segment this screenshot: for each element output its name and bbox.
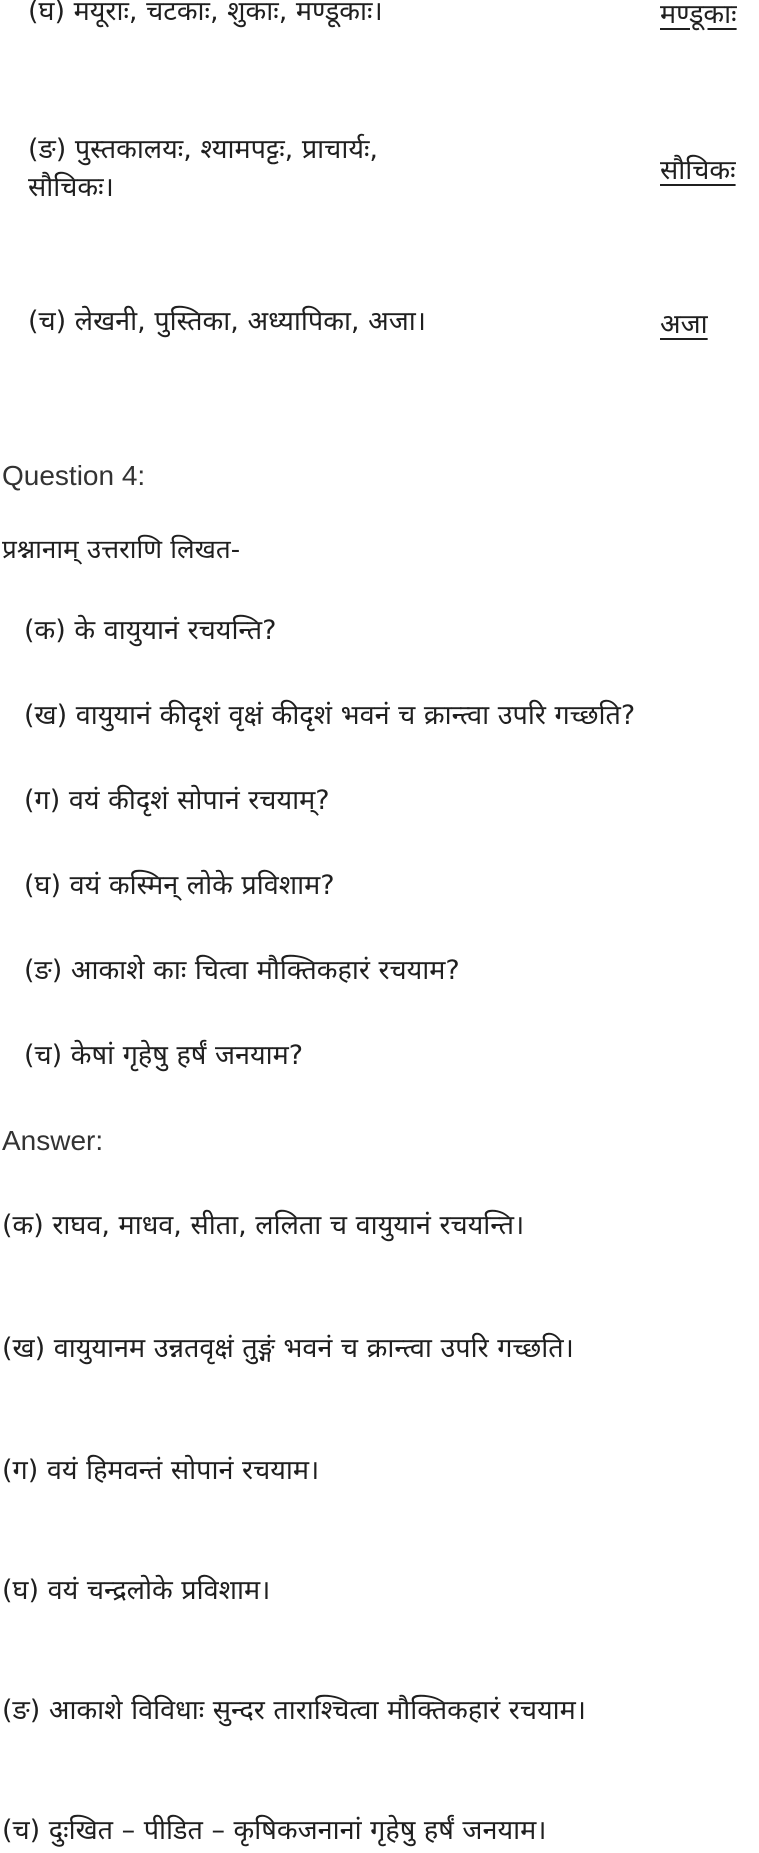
question-title: Question 4: — [2, 460, 146, 491]
answer-item: (ङ) आकाशे विविधाः सुन्दर ताराश्चित्वा मौक्तिकहारं रचयाम। — [2, 1695, 586, 1726]
question-item: (क) के वायुयानं रचयन्ति? — [24, 615, 277, 646]
question-instruction: प्रश्नानाम् उत्तराणि लिखत- — [2, 535, 241, 565]
answer-item: (क) राघव, माधव, सीता, ललिता च वायुयानं रचयन्ति। — [2, 1210, 525, 1241]
odd-row-gha-answer: मण्डूकाः — [660, 0, 737, 30]
question-item: (ङ) आकाशे काः चित्वा मौक्तिकहारं रचयाम? — [24, 955, 460, 986]
question-item: (च) केषां गृहेषु हर्षं जनयाम? — [24, 1040, 304, 1071]
question-item: (ग) वयं कीदृशं सोपानं रचयाम्? — [24, 785, 330, 816]
answer-item: (ग) वयं हिमवन्तं सोपानं रचयाम। — [2, 1455, 320, 1486]
answer-item: (च) दुःखित – पीडित – कृषिकजनानां गृहेषु हर्षं जनयाम। — [2, 1815, 547, 1846]
answer-title: Answer: — [2, 1125, 104, 1156]
answer-item: (ख) वायुयानम उन्नतवृक्षं तुङ्गं भवनं च क्रान्त्वा उपरि गच्छति। — [2, 1333, 574, 1364]
question-item: (घ) वयं कस्मिन् लोके प्रविशाम? — [24, 870, 335, 901]
odd-row-cha-text: (च) लेखनी, पुस्तिका, अध्यापिका, अजा। — [28, 306, 426, 337]
odd-row-gha-text: (घ) मयूराः, चटकाः, शुकाः, मण्डूकाः। — [28, 0, 383, 27]
question-item: (ख) वायुयानं कीदृशं वृक्षं कीदृशं भवनं च क्रान्त्वा उपरि गच्छति? — [24, 700, 636, 731]
odd-row-nga-text-line2: सौचिकः। — [28, 172, 114, 203]
odd-row-cha-answer: अजा — [660, 309, 708, 340]
odd-row-nga-text-line1: (ङ) पुस्तकालयः, श्यामपट्टः, प्राचार्यः, — [28, 134, 379, 165]
odd-row-nga-answer: सौचिकः — [660, 155, 736, 186]
answer-item: (घ) वयं चन्द्रलोके प्रविशाम। — [2, 1575, 271, 1606]
